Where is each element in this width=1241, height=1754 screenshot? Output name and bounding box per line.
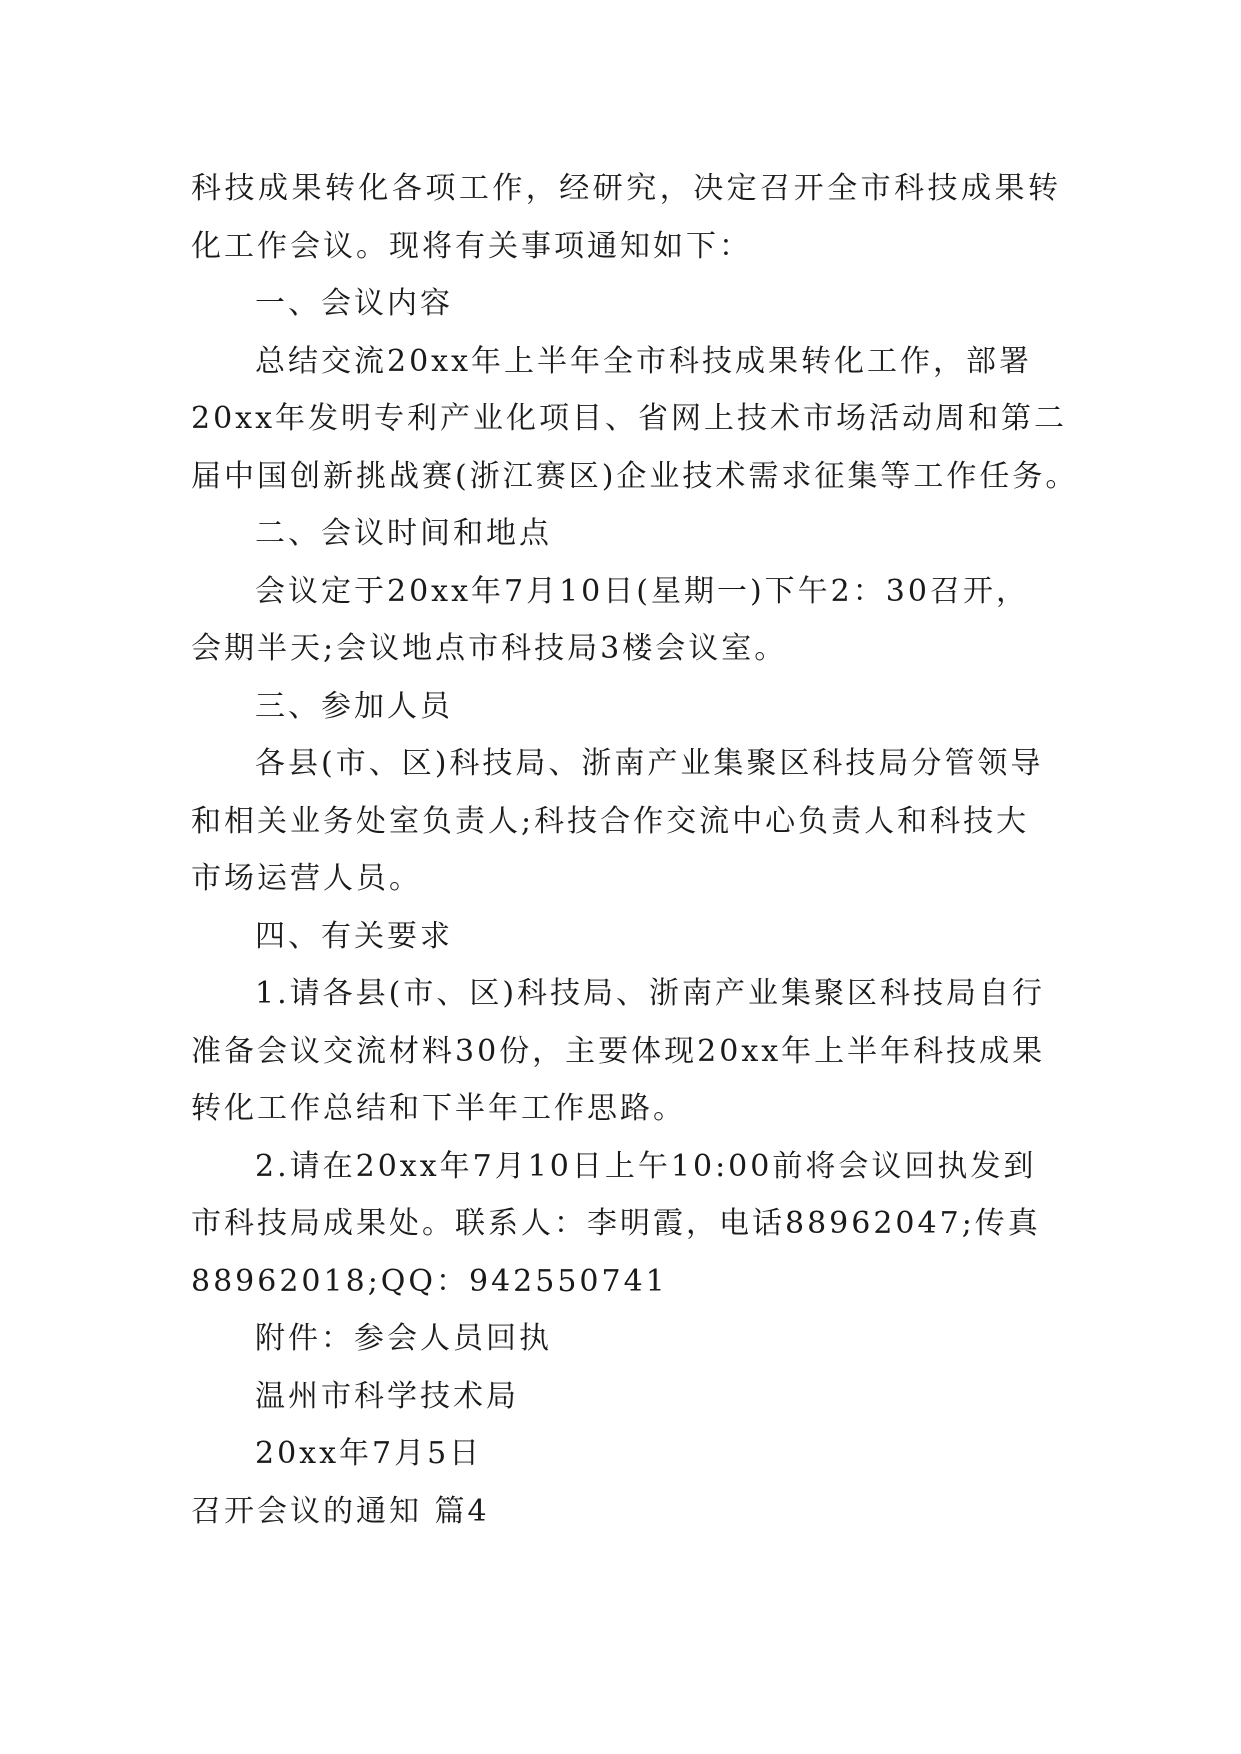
section-heading: 三、参加人员 xyxy=(255,688,453,724)
paragraph-line: 会议定于20xx年7月10日(星期一)下午2：30召开， xyxy=(255,573,1029,609)
paragraph-line: 总结交流20xx年上半年全市科技成果转化工作，部署 xyxy=(255,343,1033,379)
paragraph-line: 市场运营人员。 xyxy=(191,861,422,896)
next-section-title: 召开会议的通知 篇4 xyxy=(191,1493,490,1529)
paragraph-line: 科技成果转化各项工作，经研究，决定召开全市科技成果转 xyxy=(191,171,1061,206)
paragraph-line: 转化工作总结和下半年工作思路。 xyxy=(191,1091,686,1126)
date-line: 20xx年7月5日 xyxy=(255,1436,483,1471)
paragraph-line: 1.请各县(市、区)科技局、浙南产业集聚区科技局自行 xyxy=(255,976,1046,1011)
issuer-line: 温州市科学技术局 xyxy=(255,1378,519,1414)
paragraph-line: 和相关业务处室负责人;科技合作交流中心负责人和科技大 xyxy=(191,803,1030,839)
paragraph-line: 市科技局成果处。联系人：李明霞，电话88962047;传真 xyxy=(191,1206,1041,1241)
paragraph-line: 届中国创新挑战赛(浙江赛区)企业技术需求征集等工作任务。 xyxy=(191,458,1079,494)
document-body xyxy=(191,160,1079,1540)
paragraph-line: 20xx年发明专利产业化项目、省网上技术市场活动周和第二 xyxy=(191,401,1068,436)
section-heading: 二、会议时间和地点 xyxy=(255,516,552,551)
paragraph-line: 2.请在20xx年7月10日上午10:00前将会议回执发到 xyxy=(255,1148,1037,1184)
section-heading: 一、会议内容 xyxy=(255,286,453,321)
paragraph-line: 准备会议交流材料30份，主要体现20xx年上半年科技成果 xyxy=(191,1033,1046,1069)
paragraph-line: 88962018;QQ：942550741 xyxy=(191,1263,668,1299)
attachment-line: 附件：参会人员回执 xyxy=(255,1321,552,1356)
section-heading: 四、有关要求 xyxy=(255,918,453,954)
paragraph-line: 会期半天;会议地点市科技局3楼会议室。 xyxy=(191,631,788,666)
paragraph-line: 各县(市、区)科技局、浙南产业集聚区科技局分管领导 xyxy=(255,746,1044,781)
paragraph-line: 化工作会议。现将有关事项通知如下： xyxy=(191,228,752,264)
